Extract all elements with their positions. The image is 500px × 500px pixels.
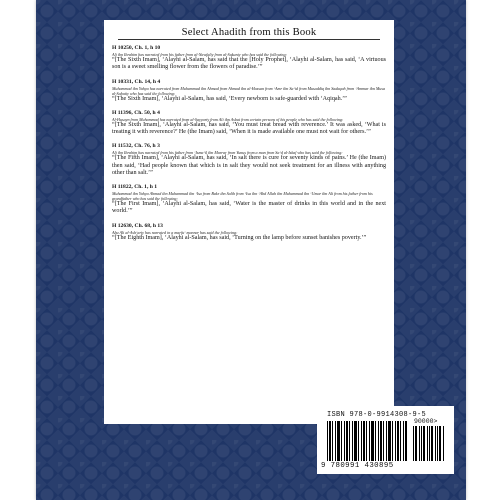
- hadith-text: “[The Sixth Imam], ‘Alayhi al-Salam, has said that the [Holy Prophet], ‘Alayhi al-Salam, has said, ‘A virtuous son is a sweet smelling flower from the flowers of paradise.’”: [112, 57, 386, 71]
- barcode-bars: [327, 421, 407, 461]
- barcode-digits: 9 780991 430895: [321, 462, 394, 470]
- hadith-text: “[The Sixth Imam], ‘Alayhi al-Salam, has said, ‘You must treat bread with reverence.’ It was asked, ‘What is treating it with reverence?’ He (the Imam) said, ‘When it is made available one must not wait for others.’”: [112, 121, 386, 136]
- hadith-entry: [104, 223, 394, 242]
- hadith-entry: [104, 110, 394, 137]
- hadith-entry: [104, 184, 394, 216]
- hadith-reference: H 10250, Ch. 1, h 10: [112, 45, 161, 51]
- hadith-text: “[The Sixth Imam], ‘Alayhi al-Salam, has said, ‘Every newborn is safe-guarded with ‘Aqiqah.’”: [112, 95, 347, 102]
- barcode-addon-bars: [413, 426, 445, 461]
- hadith-narration-chain: Al-Husayn from Muhammad has narrated from al-Sayyariy from Ali ibn Asbat from certain persons of his people who has said the following:: [112, 116, 344, 122]
- price-addon-label: 90000>: [414, 418, 438, 425]
- hadith-narration-chain: Abu Ali al-Ash‘ariy has narrated in a marfu‘ manner has said the following:: [112, 229, 238, 235]
- isbn-label: ISBN 978-0-9914308-9-5: [327, 411, 427, 419]
- hadith-narration-chain: Muhammad ibn Yahya Ahmad ibn Muhammad ibn ‘Isa from Bakr ibn Salih from ‘Isa ibn ‘Abd Allah ibn Muhammad ibn ‘Umar ibn Ali from his father from his grandfather who has said the following:: [112, 191, 373, 202]
- hadith-reference: H 11532, Ch. 76, h 3: [112, 143, 160, 150]
- hadith-entry: [104, 79, 394, 103]
- hadith-narration-chain: Ali ibn Ibrahim has narrated from his father from ‘Isma‘il ibn Marrar from Yunus from a man from Sa‘d al-Iskaf who has said the following:: [112, 150, 343, 156]
- isbn-barcode: [317, 406, 454, 474]
- hadith-narration-chain: Muhammad ibn Yahya has narrated from Muhammad ibn Ahmad from Ahmad ibn al-Hassan from ‘Amr ibn Sa‘id from Musaddiq ibn Sadaqah from ‘Ammar ibn Musa al-Sabatiy who has said the following:: [112, 85, 385, 96]
- hadith-reference: H 11822, Ch. 1, h 1: [112, 184, 158, 191]
- hadith-entry: [104, 45, 394, 72]
- hadith-narration-chain: Ali ibn Ibrahim has narrated from his father from al-Nawfaliy from al-Sakuniy who has said the following:: [112, 52, 287, 57]
- hadith-text: “[The Fifth Imam], ‘Alayhi al-Salam, has said, ‘In salt there is cure for seventy kinds of pains.’ He (the Imam) then said, ‘Had people known that which is in salt they would not seek treatment for an illness with anything other than salt.’”: [112, 155, 386, 176]
- hadith-reference: H 11396, Ch. 50, h 4: [112, 109, 160, 116]
- excerpt-panel: [104, 20, 394, 424]
- hadith-text: “[The Eighth Imam], ‘Alayhi al-Salam, has said, ‘Turning on the lamp before sunset banishes poverty.’”: [112, 234, 367, 241]
- title-divider: [118, 39, 380, 40]
- hadith-text: “[The First Imam], ‘Alayhi al-Salam, has said, ‘Water is the master of drinks in this world and in the next world.’”: [112, 201, 386, 215]
- hadith-entry: [104, 143, 394, 177]
- hadith-reference: H 10331, Ch. 14, h 4: [112, 78, 161, 85]
- page-title: Select Ahadith from this Book: [181, 27, 317, 38]
- hadith-reference: H 12630, Ch. 68, h 13: [112, 222, 163, 229]
